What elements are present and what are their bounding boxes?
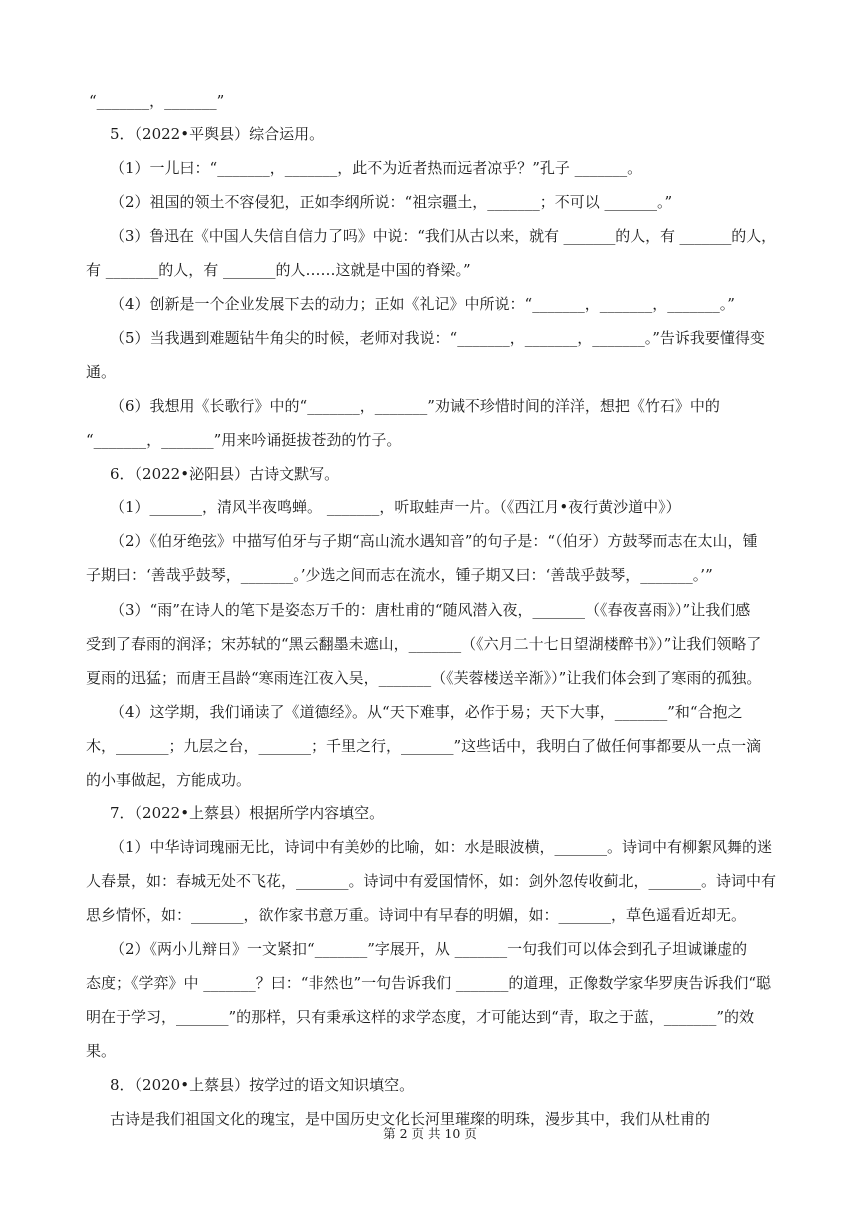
text-line: 子期曰：‘善哉乎鼓琴，_______。’少选之间而志在流水，锺子期又曰：‘善哉乎鼓琴，_______。’” bbox=[86, 566, 713, 584]
text-line: （6）我想用《长歌行》中的“_______，_______”劝诫不珍惜时间的洋洋，想把《竹石》中的 bbox=[110, 397, 720, 415]
text-line: 有 _______的人，有 _______的人……这就是中国的脊梁。” bbox=[86, 261, 471, 279]
text-line: 果。 bbox=[86, 1042, 117, 1060]
text-line: （2）《两小儿辩日》一文紧扣“_______”字展开，从 _______一句我们可以体会到孔子坦诚谦虚的 bbox=[110, 940, 748, 958]
text-line: 受到了春雨的润泽；宋苏轼的“黑云翻墨未遮山，_______（《六月二十七日望湖楼醉书》）”让我们领略了 bbox=[86, 635, 762, 653]
text-line: （4）这学期，我们诵读了《道德经》。从“天下难事，必作于易；天下大事，_______”和“合抱之 bbox=[110, 703, 743, 721]
text-line: 的小事做起，方能成功。 bbox=[86, 771, 252, 789]
text-line: （4）创新是一个企业发展下去的动力；正如《礼记》中所说：“_______，_______，_______。” bbox=[110, 295, 735, 313]
text-line: （1）_______，清风半夜鸣蝉。 _______，听取蛙声一片。（《西江月•夜行黄沙道中》） bbox=[110, 498, 681, 516]
text-line: 明在于学习，_______”的那样，只有秉承这样的求学态度，才可能达到“青，取之于蓝，_______”的效 bbox=[86, 1008, 755, 1026]
text-line: （2）《伯牙绝弦》中描写伯牙与子期“高山流水遇知音”的句子是：“（伯牙）方鼓琴而志在太山，锺 bbox=[110, 532, 758, 550]
text-line: 人春景，如：春城无处不飞花，_______。诗词中有爱国情怀，如：剑外忽传收蓟北，_______。诗词中有 bbox=[86, 872, 777, 890]
page-footer: 第 2 页 共 10 页 bbox=[383, 1126, 477, 1141]
text-line: 古诗是我们祖国文化的瑰宝，是中国历史文化长河里璀璨的明珠，漫步其中，我们从杜甫的 bbox=[110, 1110, 711, 1128]
text-line: （2）祖国的领土不容侵犯，正如李纲所说：“祖宗疆土，_______；不可以 _______。” bbox=[110, 193, 673, 211]
question-heading: 5．（2022•平舆县）综合运用。 bbox=[110, 125, 325, 143]
text-line: 思乡情怀，如：_______，欲作家书意万重。诗词中有早春的明媚，如：_______，草色遥看近却无。 bbox=[86, 906, 747, 924]
text-line: “_______，_______” bbox=[89, 92, 225, 110]
question-heading: 7．（2022•上蔡县）根据所学内容填空。 bbox=[110, 804, 385, 822]
question-heading: 6．（2022•泌阳县）古诗文默写。 bbox=[110, 465, 340, 483]
text-line: （3）鲁迅在《中国人失信自信力了吗》中说：“我们从古以来，就有 _______的人，有 _______的人， bbox=[110, 227, 776, 245]
text-line: “_______，_______”用来吟诵挺拔苍劲的竹子。 bbox=[86, 431, 402, 449]
text-line: 态度；《学弈》中 _______？曰：“非然也”一句告诉我们 _______的道理，正像数学家华罗庚告诉我们“聪 bbox=[86, 974, 772, 992]
question-heading: 8．（2020•上蔡县）按学过的语文知识填空。 bbox=[110, 1076, 415, 1094]
text-line: （1）一儿曰：“_______，_______，此不为近者热而远者凉乎？”孔子 _______。 bbox=[110, 159, 643, 177]
text-line: 通。 bbox=[86, 363, 117, 381]
text-line: 木，_______；九层之台，_______；千里之行，_______”这些话中，我明白了做任何事都要从一点一滴 bbox=[86, 737, 762, 755]
text-line: （3）“雨”在诗人的笔下是姿态万千的：唐杜甫的“随风潜入夜，_______（《春夜喜雨》）”让我们感 bbox=[110, 601, 751, 619]
text-line: 夏雨的迅猛；而唐王昌龄“寒雨连江夜入吴，_______（《芙蓉楼送辛渐》）”让我们体会到了寒雨的孤独。 bbox=[86, 669, 762, 687]
text-line: （5）当我遇到难题钻牛角尖的时候，老师对我说：“_______，_______，_______。”告诉我要懂得变 bbox=[110, 329, 765, 347]
text-line: （1）中华诗词瑰丽无比，诗词中有美妙的比喻，如：水是眼波横，_______。诗词中有柳絮风舞的迷 bbox=[110, 838, 773, 856]
